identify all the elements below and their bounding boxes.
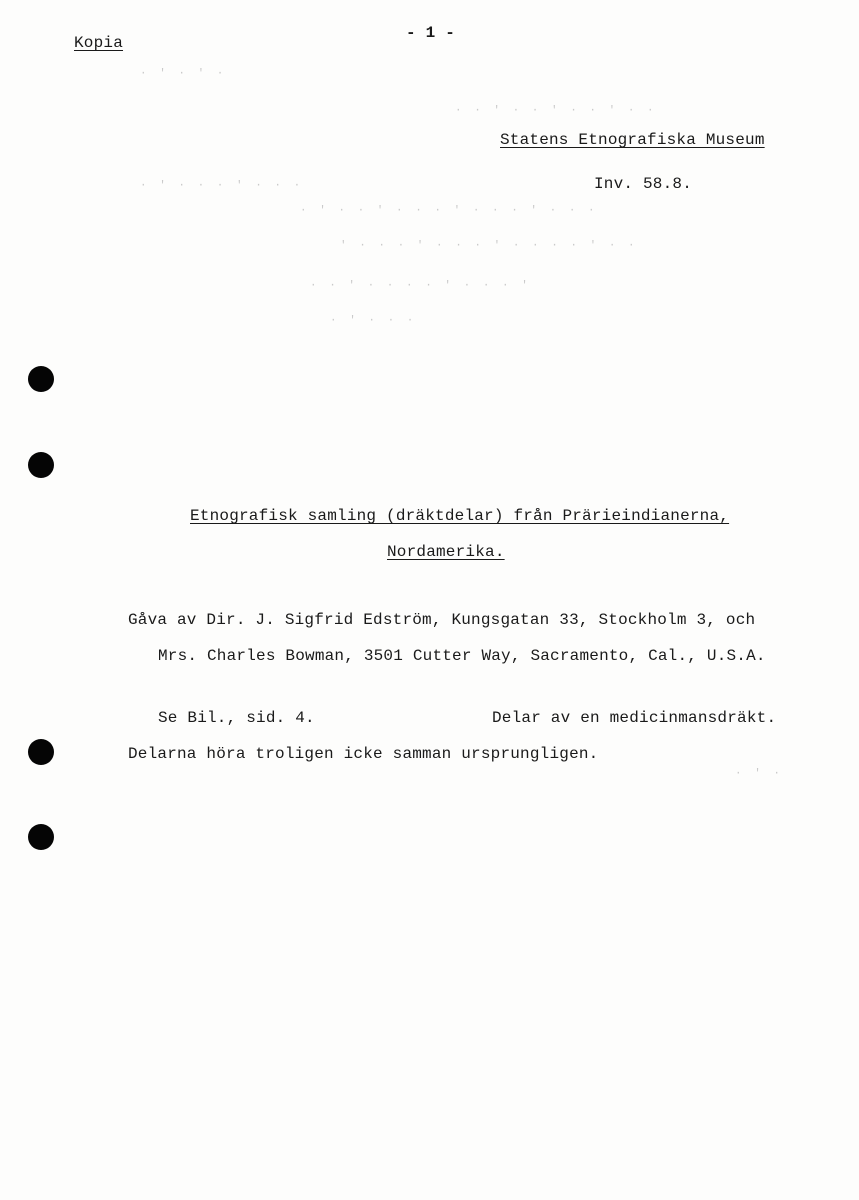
institution-name: Statens Etnografiska Museum (500, 131, 765, 149)
bleed-through-marks: · ' · · · ' · · · (140, 180, 304, 192)
origin-note: Delarna höra troligen icke samman ursprungligen. (128, 745, 599, 763)
copy-label: Kopia (74, 34, 124, 52)
collection-title-region: Nordamerika. (387, 543, 505, 561)
bleed-through-marks: · ' · (735, 768, 784, 780)
bleed-through-marks: · · ' · · · · ' · · · ' (310, 280, 531, 292)
reference-note: Se Bil., sid. 4. (158, 709, 315, 727)
collection-title: Etnografisk samling (dräktdelar) från Prärieindianerna, (190, 507, 730, 525)
bleed-through-marks: · ' · ' · (140, 68, 227, 80)
punch-hole (28, 824, 54, 850)
punch-hole (28, 366, 54, 392)
bleed-through-marks: · ' · · ' · · · ' · · · ' · · · (300, 205, 598, 217)
donation-line-2: Mrs. Charles Bowman, 3501 Cutter Way, Sacramento, Cal., U.S.A. (158, 647, 766, 665)
bleed-through-marks: · ' · · · (330, 315, 417, 327)
parts-description: Delar av en medicinmansdräkt. (492, 709, 777, 727)
punch-hole (28, 452, 54, 478)
bleed-through-marks: · · ' · · ' · · ' · · (455, 105, 657, 117)
inventory-number: Inv. 58.8. (594, 175, 693, 193)
punch-hole (28, 739, 54, 765)
donation-line-1: Gåva av Dir. J. Sigfrid Edström, Kungsgatan 33, Stockholm 3, och (128, 611, 756, 629)
bleed-through-marks: ' · · · ' · · · ' · · · · ' · · (340, 240, 638, 252)
page-number: - 1 - (406, 24, 456, 42)
